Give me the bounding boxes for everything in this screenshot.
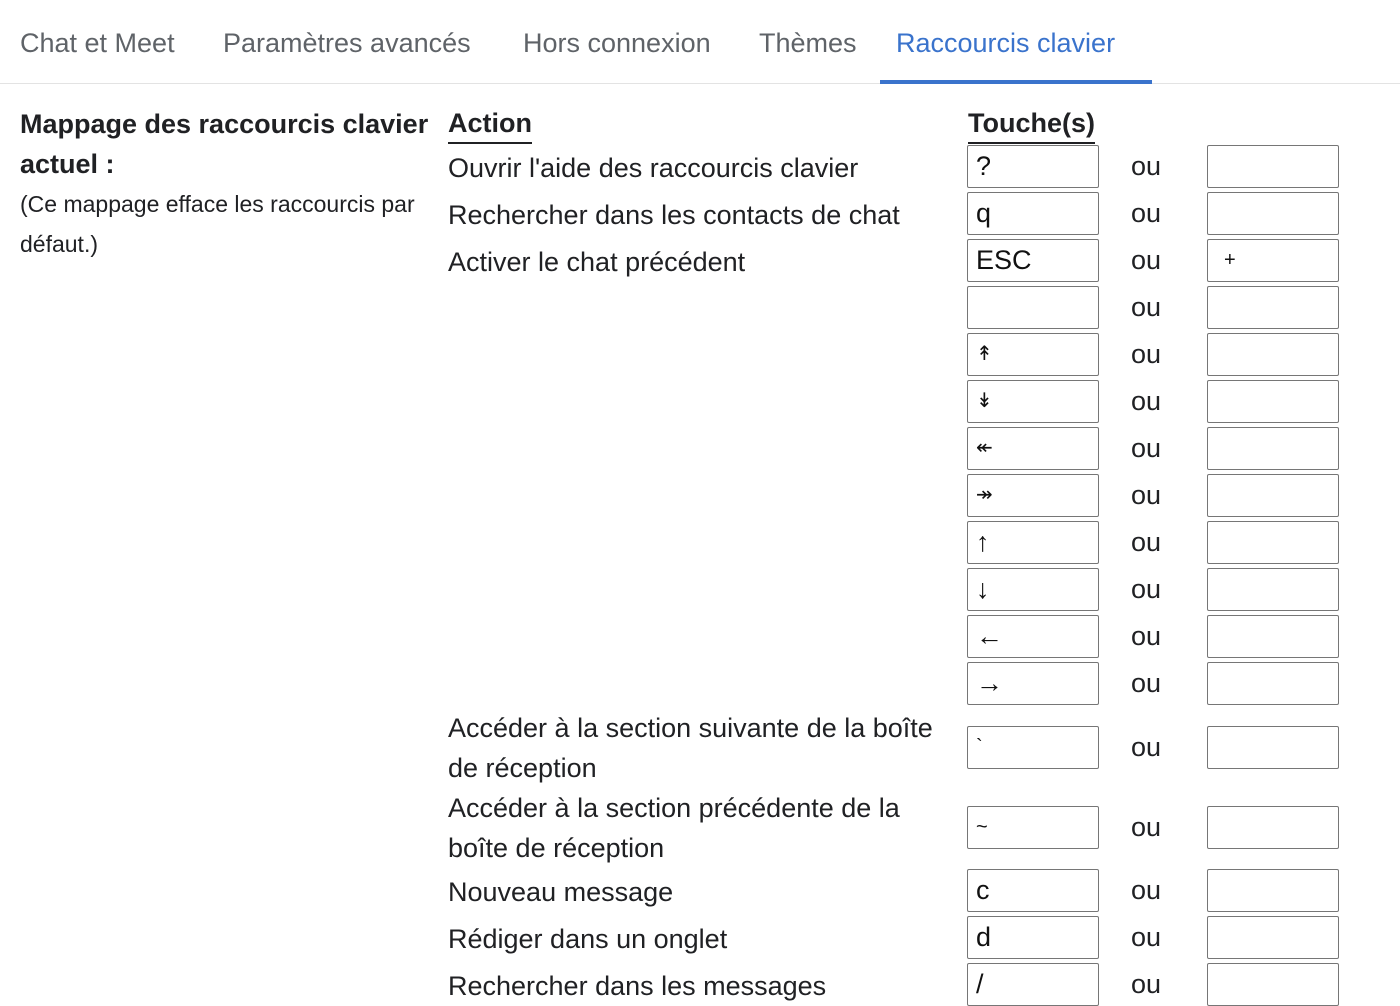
shortcut-key-input-secondary[interactable] (1207, 427, 1339, 470)
shortcut-key-input-primary[interactable]: ` (967, 726, 1099, 769)
shortcut-key-input-secondary[interactable] (1207, 916, 1339, 959)
tab-chat-meet[interactable]: Chat et Meet (20, 28, 175, 58)
shortcut-key-input-secondary[interactable] (1207, 869, 1339, 912)
or-label: ou (1131, 198, 1162, 228)
tab-keyboard-shortcuts[interactable]: Raccourcis clavier (896, 28, 1116, 58)
shortcut-key-input-secondary[interactable] (1207, 568, 1339, 611)
settings-tabs (0, 0, 1400, 84)
or-label: ou (1131, 433, 1162, 463)
shortcut-key-input-primary[interactable]: / (967, 963, 1099, 1006)
shortcut-key-input-primary[interactable]: ↟ (967, 333, 1099, 376)
shortcut-key-input-secondary[interactable] (1207, 145, 1339, 188)
shortcut-key-input-primary[interactable]: q (967, 192, 1099, 235)
shortcut-key-input-secondary[interactable]: + (1207, 239, 1339, 282)
or-label: ou (1131, 245, 1162, 275)
section-note: (Ce mappage efface les raccourcis par défaut.) (20, 191, 415, 257)
shortcut-action-label: Activer le chat précédent (448, 247, 746, 277)
or-label: ou (1131, 339, 1162, 369)
shortcut-key-input-secondary[interactable] (1207, 806, 1339, 849)
or-label: ou (1131, 812, 1162, 842)
shortcut-key-input-primary[interactable]: → (967, 662, 1099, 705)
or-label: ou (1131, 732, 1162, 762)
shortcut-key-input-secondary[interactable] (1207, 615, 1339, 658)
shortcut-key-input-primary[interactable]: ← (967, 615, 1099, 658)
shortcut-key-input-primary[interactable]: c (967, 869, 1099, 912)
active-tab-indicator (880, 80, 1152, 84)
shortcut-key-input-primary[interactable]: ? (967, 145, 1099, 188)
or-label: ou (1131, 151, 1162, 181)
shortcut-key-input-primary[interactable]: ↞ (967, 427, 1099, 470)
shortcut-action-label: Rechercher dans les contacts de chat (448, 200, 900, 230)
tab-offline[interactable]: Hors connexion (523, 28, 711, 58)
or-label: ou (1131, 969, 1162, 999)
shortcut-key-input-secondary[interactable] (1207, 286, 1339, 329)
or-label: ou (1131, 875, 1162, 905)
shortcut-key-input-primary[interactable]: ↠ (967, 474, 1099, 517)
shortcut-key-input-primary[interactable]: ↓ (967, 568, 1099, 611)
or-label: ou (1131, 292, 1162, 322)
keys-column-header: Touche(s) (968, 108, 1095, 138)
or-label: ou (1131, 527, 1162, 557)
shortcut-key-input-secondary[interactable] (1207, 662, 1339, 705)
shortcut-action-label: Accéder à la section précédente de la boîte de réception (448, 793, 900, 863)
shortcut-key-input-primary[interactable]: ↑ (967, 521, 1099, 564)
shortcut-action-label: Accéder à la section suivante de la boîte de réception (448, 713, 933, 783)
tab-themes[interactable]: Thèmes (759, 28, 857, 58)
shortcut-key-input-secondary[interactable] (1207, 380, 1339, 423)
or-label: ou (1131, 386, 1162, 416)
or-label: ou (1131, 922, 1162, 952)
shortcut-key-input-primary[interactable]: ESC (967, 239, 1099, 282)
action-column-header: Action (448, 108, 532, 138)
shortcut-key-input-secondary[interactable] (1207, 192, 1339, 235)
shortcut-action-label: Nouveau message (448, 877, 674, 907)
shortcut-key-input-secondary[interactable] (1207, 333, 1339, 376)
shortcut-action-label: Rédiger dans un onglet (448, 924, 728, 954)
or-label: ou (1131, 574, 1162, 604)
shortcut-key-input-secondary[interactable] (1207, 726, 1339, 769)
or-label: ou (1131, 621, 1162, 651)
section-title: Mappage des raccourcis clavier actuel : (20, 109, 429, 179)
or-label: ou (1131, 668, 1162, 698)
or-label: ou (1131, 480, 1162, 510)
shortcut-action-label: Ouvrir l'aide des raccourcis clavier (448, 153, 859, 183)
shortcut-key-input-primary[interactable]: ↡ (967, 380, 1099, 423)
shortcut-action-label: Rechercher dans les messages (448, 971, 827, 1001)
tab-advanced-settings[interactable]: Paramètres avancés (223, 28, 471, 58)
shortcut-key-input-secondary[interactable] (1207, 474, 1339, 517)
shortcut-key-input-primary[interactable]: d (967, 916, 1099, 959)
shortcut-key-input-secondary[interactable] (1207, 963, 1339, 1006)
shortcut-key-input-primary[interactable] (967, 286, 1099, 329)
shortcut-key-input-secondary[interactable] (1207, 521, 1339, 564)
shortcut-key-input-primary[interactable]: ~ (967, 806, 1099, 849)
